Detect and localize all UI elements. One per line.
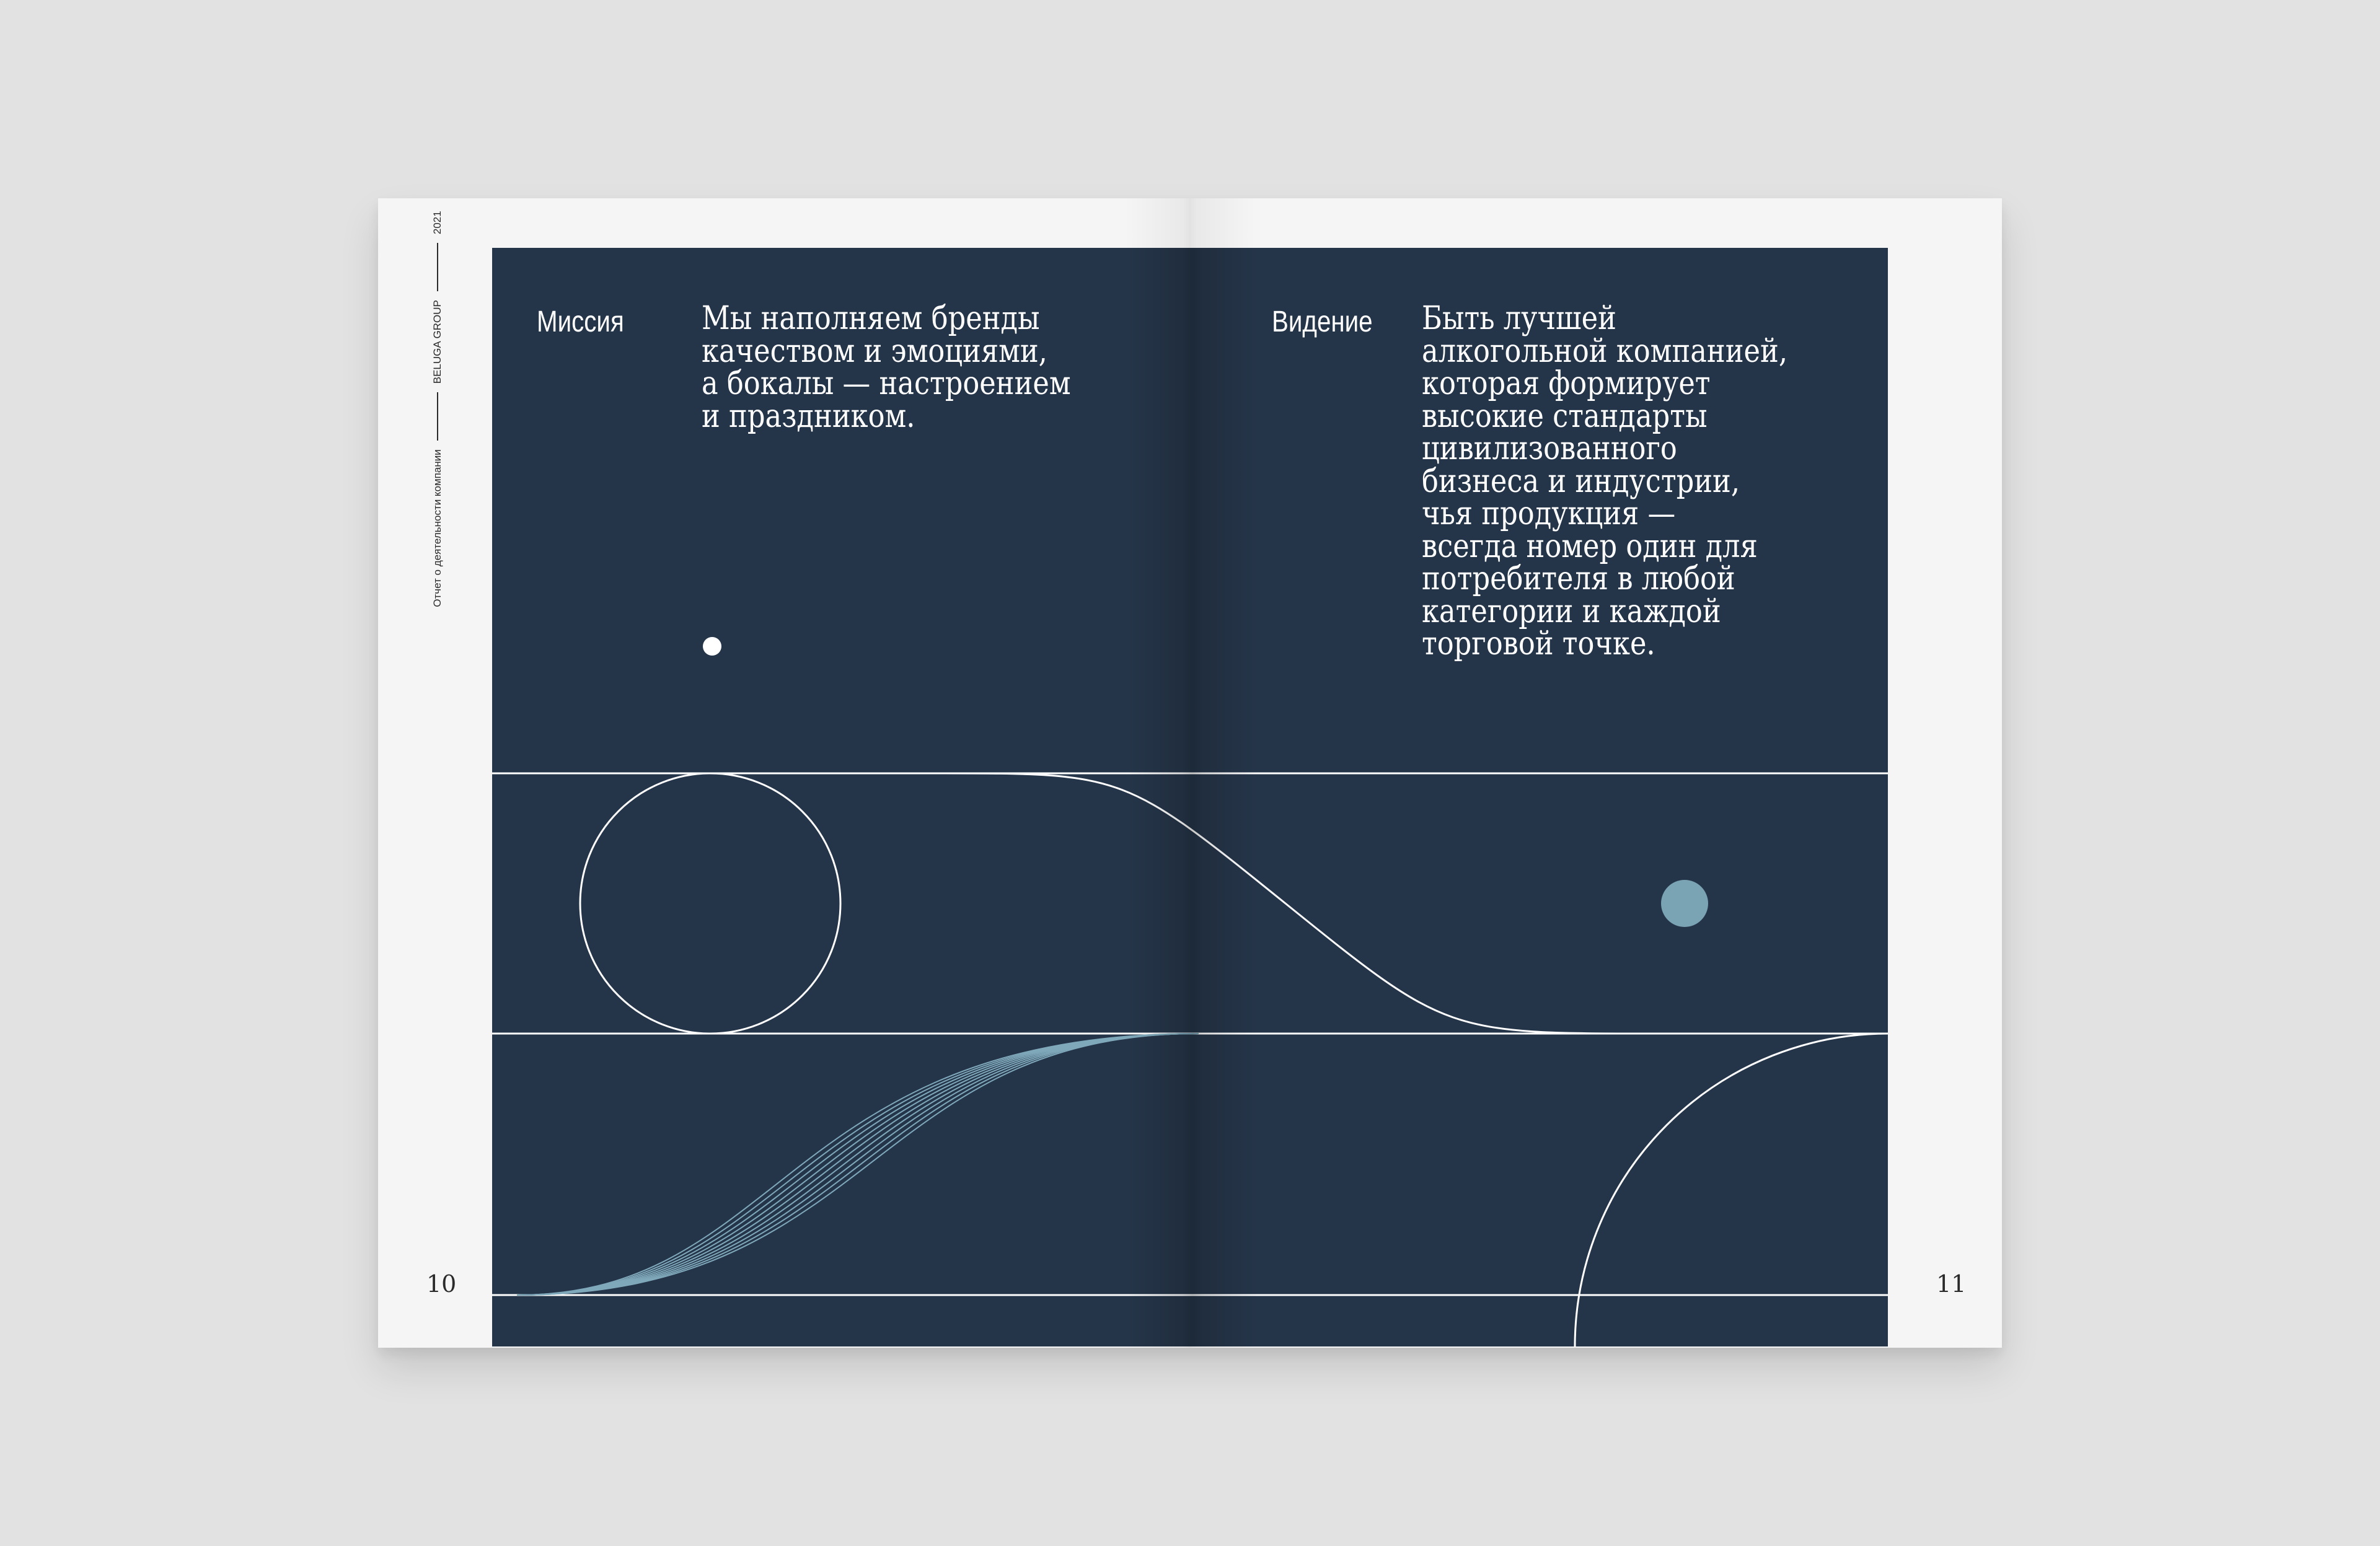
page-number-right: 11 (1936, 1270, 1967, 1298)
blue-dot (1661, 880, 1708, 927)
vision-line: алкогольной компанией, (1422, 332, 1788, 370)
vision-line: высокие стандарты (1422, 397, 1708, 435)
vision-line: всегда номер один для (1422, 527, 1758, 565)
wave-line (517, 1034, 1199, 1295)
spine-shadow (1127, 248, 1258, 1346)
wave-line-bundle (517, 1034, 1199, 1295)
running-head-rule (437, 392, 438, 441)
wave-line (517, 1034, 1199, 1295)
vision-line: торговой точке. (1422, 625, 1655, 662)
mission-line: Мы наполняем бренды (702, 300, 1040, 337)
mission-line: и праздником. (702, 397, 915, 435)
vision-line: цивилизованного (1422, 430, 1677, 467)
wave-line (517, 1034, 1199, 1295)
small-white-dot (703, 637, 721, 656)
vision-line: которая формирует (1422, 365, 1711, 402)
running-head-company: BELUGA GROUP (431, 300, 443, 384)
mission-heading: Миссия (537, 305, 624, 338)
vision-line: бизнеса и индустрии, (1422, 462, 1740, 500)
wave-line (517, 1034, 1199, 1295)
running-head (430, 186, 446, 632)
vision-line: потребителя в любой (1422, 560, 1735, 597)
running-head-year: 2021 (431, 211, 443, 235)
wave-line (517, 1034, 1199, 1295)
vision-heading: Видение (1272, 305, 1373, 338)
wave-line (517, 1034, 1199, 1295)
mission-statement (702, 302, 1071, 433)
wave-line (517, 1034, 1199, 1295)
vision-line: категории и каждой (1422, 592, 1721, 630)
wave-line (517, 1034, 1199, 1295)
vision-line: Быть лучшей (1422, 300, 1616, 337)
running-head-rule (437, 243, 438, 291)
mission-line: качеством и эмоциями, (702, 332, 1047, 370)
outline-circle (580, 773, 840, 1034)
mission-line: а бокалы — настроением (702, 365, 1071, 402)
page-number-left: 10 (426, 1270, 457, 1298)
vision-statement (1422, 302, 1787, 661)
running-head-title: Отчет о деятельности компании (431, 449, 443, 607)
s-curve (940, 773, 1657, 1034)
corner-arc (1575, 1034, 1888, 1346)
vision-line: чья продукция — (1422, 495, 1676, 532)
wave-line (517, 1034, 1199, 1295)
illustration-panel (492, 248, 1888, 1346)
